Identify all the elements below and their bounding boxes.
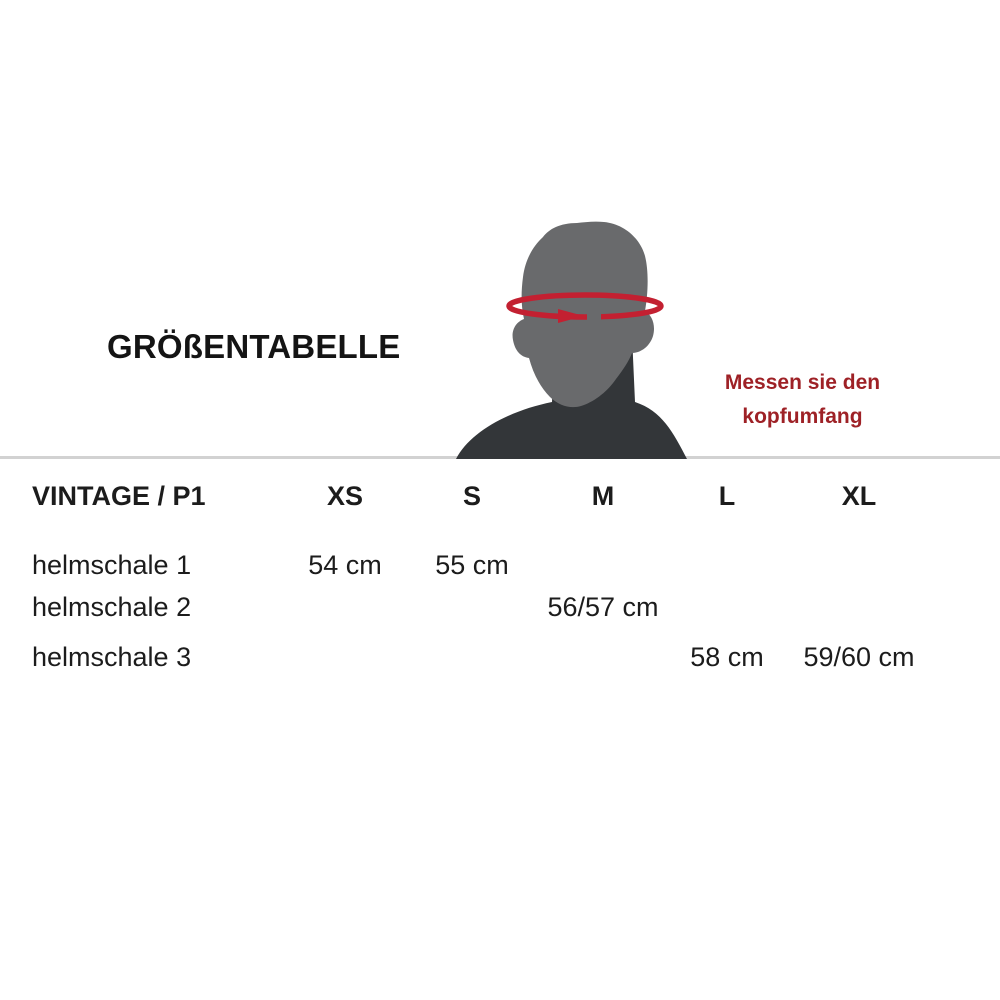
row-label: helmschale 2 xyxy=(32,592,192,622)
cell-s: 55 cm xyxy=(435,550,509,580)
size-header-m: M xyxy=(591,481,615,511)
measure-instruction xyxy=(700,366,905,434)
row-label: helmschale 3 xyxy=(32,642,192,672)
head-measurement-illustration xyxy=(430,200,720,460)
cell-xl: 59/60 cm xyxy=(803,642,915,672)
table-row-helmschale-2 xyxy=(0,592,1000,626)
page-title: GRÖßENTABELLE xyxy=(107,328,401,365)
measure-instruction-line1: Messen sie den xyxy=(724,371,881,394)
product-name: VINTAGE / P1 xyxy=(32,481,206,511)
size-header-xs: XS xyxy=(326,481,364,511)
row-label: helmschale 1 xyxy=(32,550,192,580)
size-header-s: S xyxy=(462,481,482,511)
size-header-xl: XL xyxy=(841,481,877,511)
band-gap xyxy=(587,310,601,320)
table-row-helmschale-1 xyxy=(0,550,1000,584)
size-header-l: L xyxy=(718,481,736,511)
cell-l: 58 cm xyxy=(690,642,764,672)
cell-xs: 54 cm xyxy=(308,550,382,580)
cell-m: 56/57 cm xyxy=(547,592,659,622)
table-header-row xyxy=(0,481,1000,515)
measure-instruction-line2: kopfumfang xyxy=(742,405,863,428)
table-row-helmschale-3 xyxy=(0,642,1000,676)
